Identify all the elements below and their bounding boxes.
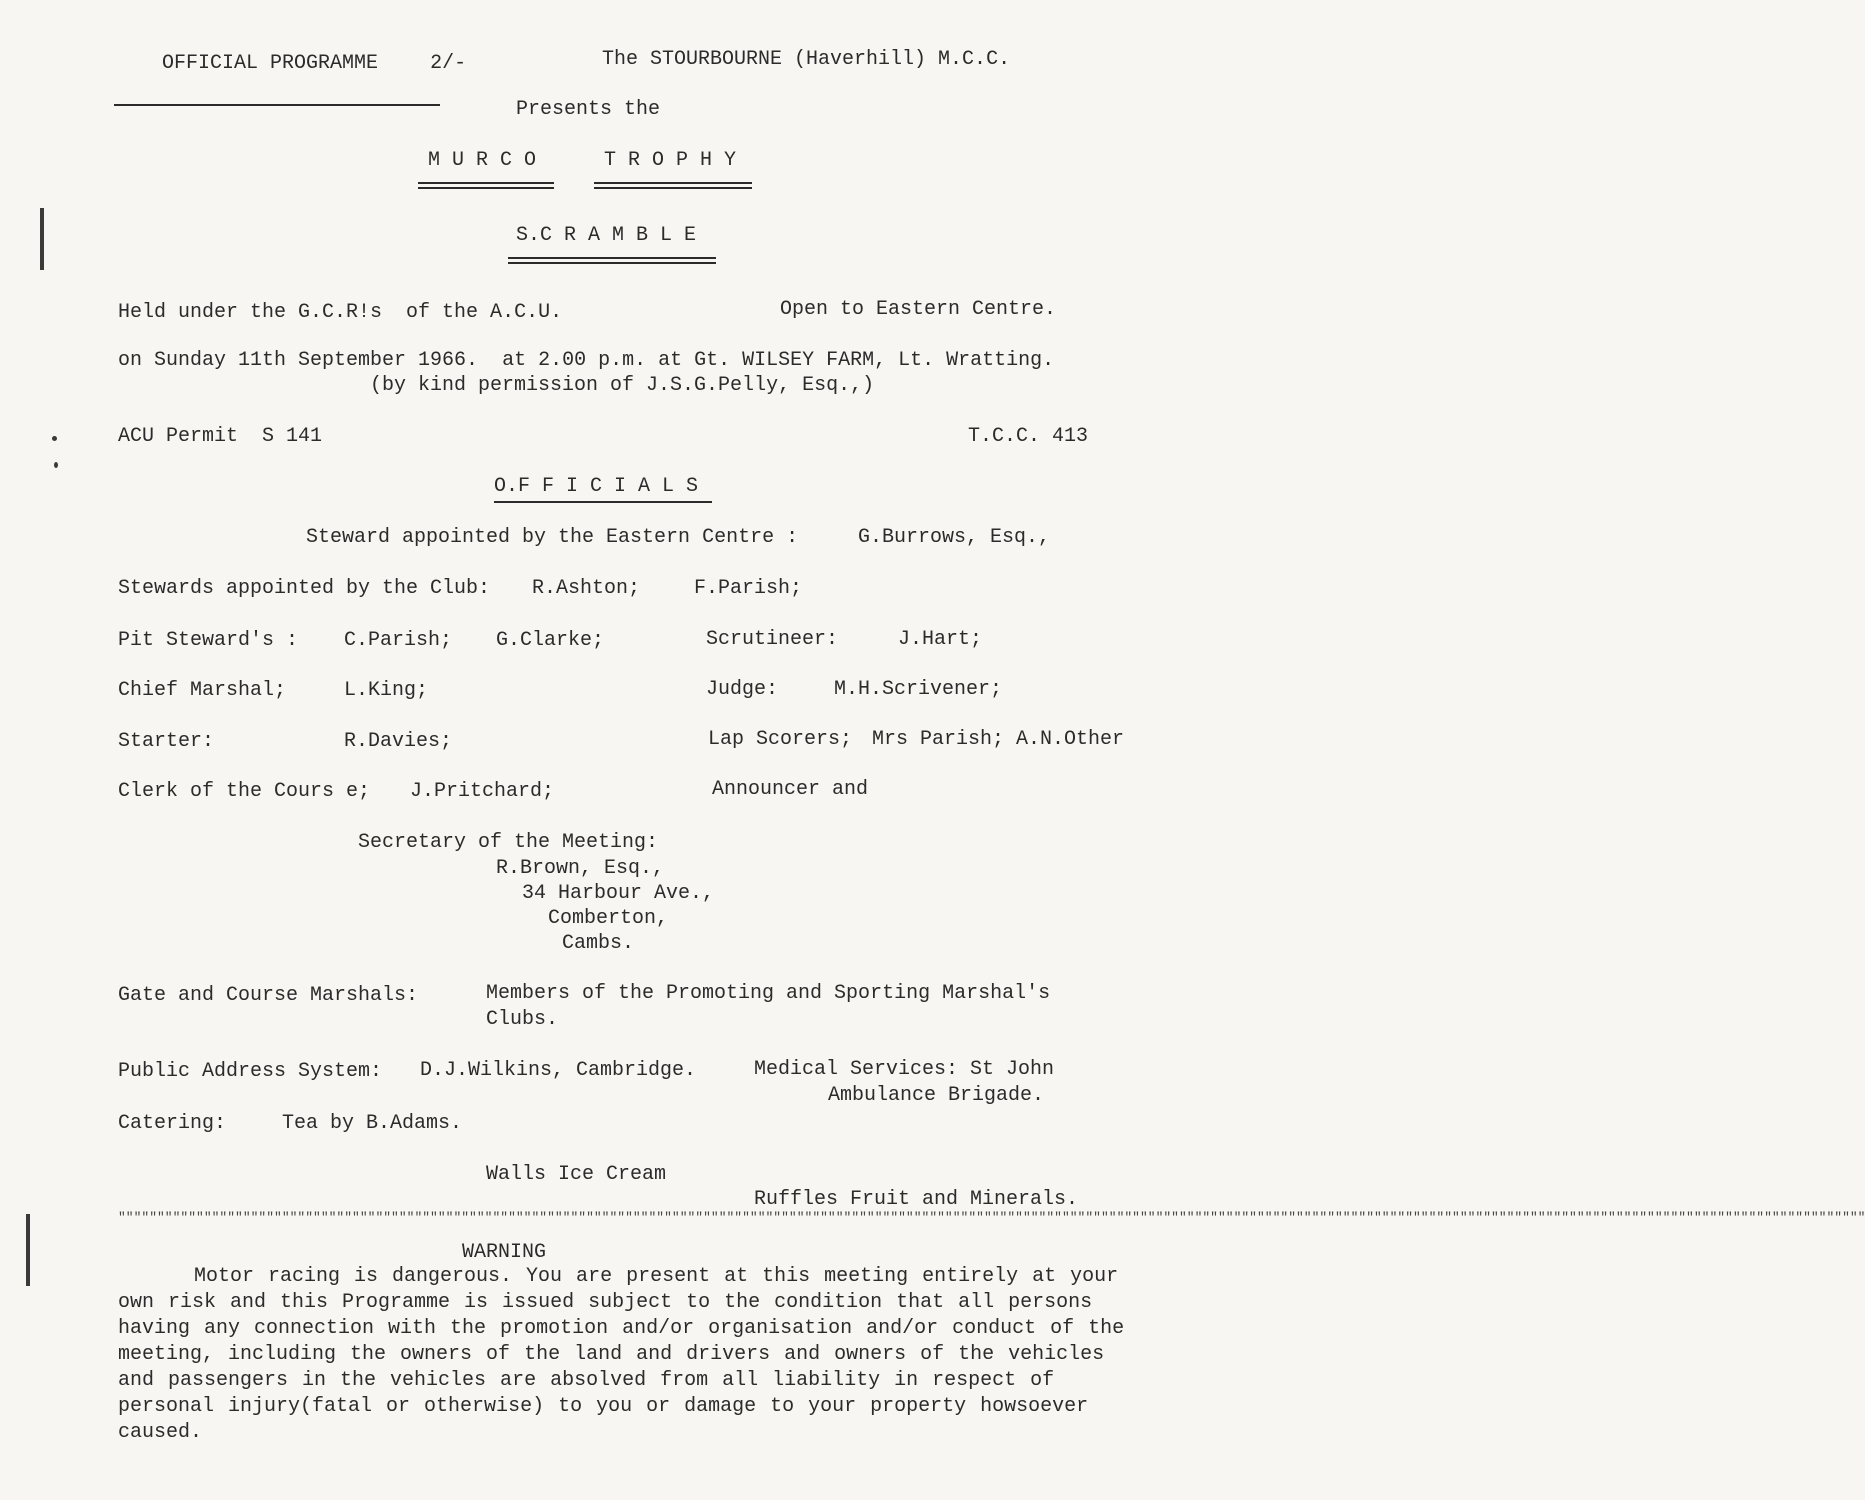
warning-heading: WARNING xyxy=(462,1241,547,1264)
stewards-club-label: Stewards appointed by the Club: xyxy=(118,577,491,600)
scrutineer-label: Scrutineer: xyxy=(706,628,839,651)
warning-text: Motor racing is dangerous. You are present at this meeting entirely at your own risk and this Programme is issued subject to the condition that all persons having any connection with the promotion and/or organisation and/or conduct of the meeting, including the owners of the land and drivers and owners of the vehicles and passengers in the vehicles are absolved from all liability in respect of personal injury(fatal or otherwise) to you or damage to your property howsoever caused. xyxy=(118,1265,1125,1444)
medical-services-2: Ambulance Brigade. xyxy=(828,1084,1045,1107)
trophy-word-murco: M U R C O xyxy=(428,149,537,172)
programme-label: OFFICIAL PROGRAMME xyxy=(162,52,379,75)
trophy-word-trophy: T R O P H Y xyxy=(604,149,737,172)
secretary-county: Cambs. xyxy=(562,932,635,955)
officials-heading: O.F F I C I A L S xyxy=(494,474,712,503)
club-name: The STOURBOURNE (Haverhill) M.C.C. xyxy=(602,48,1011,71)
event-title: S.C R A M B L E xyxy=(516,224,697,247)
pit-stewards-label: Pit Steward's : xyxy=(118,629,299,652)
secretary-name: R.Brown, Esq., xyxy=(496,857,665,880)
stewards-club-2: F.Parish; xyxy=(694,577,803,600)
edge-speck xyxy=(52,436,57,441)
catering-label: Catering: xyxy=(118,1112,227,1135)
murco-double-rule xyxy=(418,182,554,189)
ice-cream-line: Walls Ice Cream xyxy=(486,1163,667,1186)
lap-scorers-names: Mrs Parish; A.N.Other xyxy=(872,728,1125,751)
event-double-rule xyxy=(508,257,716,264)
gate-marshals-label: Gate and Course Marshals: xyxy=(118,984,419,1007)
secretary-street: 34 Harbour Ave., xyxy=(522,882,715,905)
programme-price: 2/- xyxy=(430,52,467,75)
clerk-name: J.Pritchard; xyxy=(410,780,555,803)
gate-marshals-value-1: Members of the Promoting and Sporting Marshal's xyxy=(486,982,1051,1005)
judge-name: M.H.Scrivener; xyxy=(834,678,1003,701)
programme-title xyxy=(114,25,467,106)
starter-name: R.Davies; xyxy=(344,730,453,753)
trophy-double-rule xyxy=(594,182,752,189)
scrutineer-name: J.Hart; xyxy=(898,628,983,651)
date-line: on Sunday 11th September 1966. at 2.00 p.m. at Gt. WILSEY FARM, Lt. Wratting. xyxy=(118,349,1055,372)
tcc-number: T.C.C. 413 xyxy=(968,425,1089,448)
hash-rule-divider: """""""""""""""""""""""""""""""""""""""""""""""""""""""""""""""""""""""""""""""""""""""""""""""""""""""""""""""""""""""""""""""""""""""""""""""""""""""""""""""""""""""""""""""""""""""""""""""""""""""""""""""""""""""""""""""" xyxy=(118,1210,1865,1225)
medical-services-1: Medical Services: St John xyxy=(754,1058,1055,1081)
binding-mark-top xyxy=(40,208,44,270)
warning-paragraph xyxy=(118,1264,1148,1446)
held-under-line: Held under the G.C.R!s of the A.C.U. xyxy=(118,301,563,324)
fruit-line: Ruffles Fruit and Minerals. xyxy=(754,1188,1079,1211)
open-to-line: Open to Eastern Centre. xyxy=(780,298,1057,321)
edge-speck xyxy=(54,462,58,468)
presents-line: Presents the xyxy=(516,98,661,121)
catering-value: Tea by B.Adams. xyxy=(282,1112,463,1135)
starter-label: Starter: xyxy=(118,730,215,753)
stewards-club-1: R.Ashton; xyxy=(532,577,641,600)
secretary-town: Comberton, xyxy=(548,907,669,930)
judge-label: Judge: xyxy=(706,678,779,701)
pit-steward-2: G.Clarke; xyxy=(496,629,605,652)
pa-label: Public Address System: xyxy=(118,1060,383,1083)
steward-centre-name: G.Burrows, Esq., xyxy=(858,526,1051,549)
gate-marshals-value-2: Clubs. xyxy=(486,1008,559,1031)
announcer-line: Announcer and xyxy=(712,778,869,801)
pit-steward-1: C.Parish; xyxy=(344,629,453,652)
acu-permit: ACU Permit S 141 xyxy=(118,425,323,448)
secretary-label: Secretary of the Meeting: xyxy=(358,831,659,854)
permission-line: (by kind permission of J.S.G.Pelly, Esq.,) xyxy=(370,374,875,397)
chief-marshal-label: Chief Marshal; xyxy=(118,679,287,702)
steward-centre-label: Steward appointed by the Eastern Centre : xyxy=(306,526,799,549)
pa-value: D.J.Wilkins, Cambridge. xyxy=(420,1059,697,1082)
lap-scorers-label: Lap Scorers; xyxy=(708,728,853,751)
clerk-label: Clerk of the Cours e; xyxy=(118,780,371,803)
chief-marshal-name: L.King; xyxy=(344,679,429,702)
binding-mark-bottom xyxy=(26,1214,30,1286)
